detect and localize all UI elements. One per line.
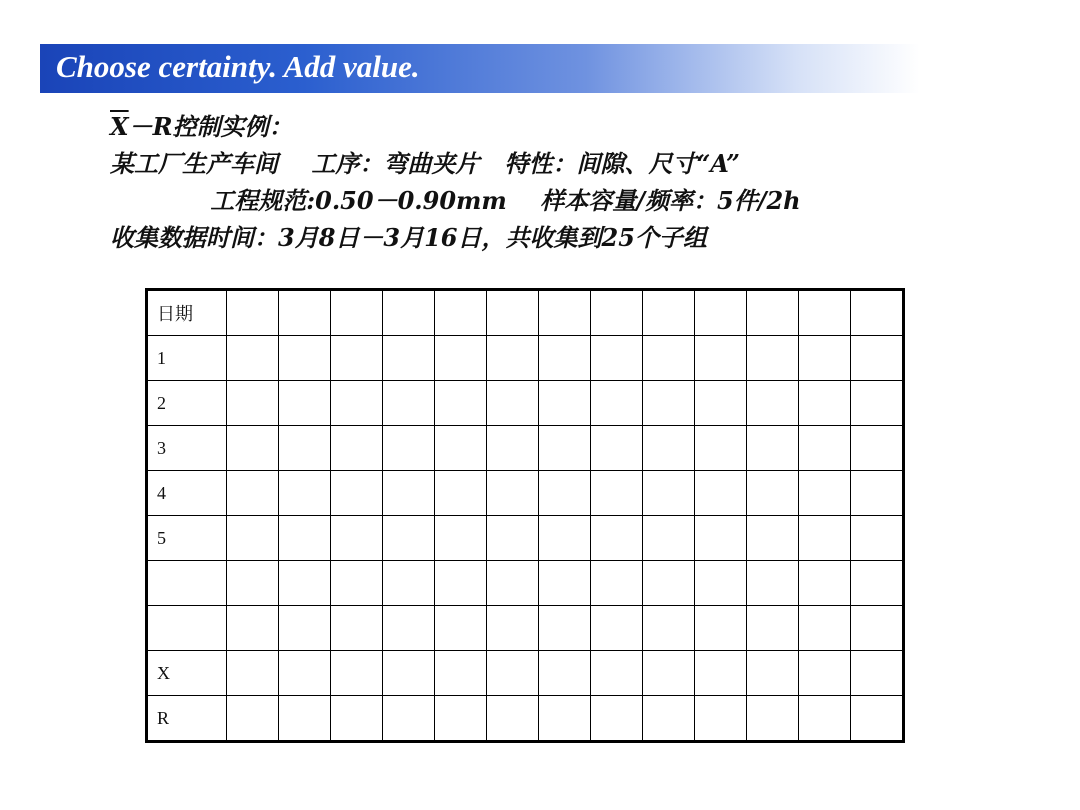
data-cell	[539, 381, 591, 426]
table-row	[147, 651, 904, 696]
data-cell	[643, 516, 695, 561]
data-cell	[591, 290, 643, 336]
data-cell	[279, 426, 331, 471]
data-cell	[695, 696, 747, 742]
row-label: X	[147, 651, 227, 696]
data-cell	[279, 471, 331, 516]
data-cell	[279, 606, 331, 651]
data-cell	[487, 426, 539, 471]
data-cell	[279, 381, 331, 426]
data-cell	[227, 471, 279, 516]
table-row	[147, 561, 904, 606]
data-cell	[799, 471, 851, 516]
data-cell	[383, 290, 435, 336]
heading-text: －R控制实例：	[128, 112, 293, 141]
row-label: 5	[147, 516, 227, 561]
row-label: 日期	[147, 290, 227, 336]
data-cell	[435, 516, 487, 561]
data-cell	[383, 561, 435, 606]
data-cell	[279, 516, 331, 561]
data-cell	[851, 290, 904, 336]
data-cell	[643, 696, 695, 742]
data-cell	[331, 290, 383, 336]
data-cell	[539, 290, 591, 336]
data-cell	[383, 696, 435, 742]
data-cell	[851, 336, 904, 381]
data-cell	[227, 336, 279, 381]
table-row	[147, 696, 904, 742]
table-row	[147, 426, 904, 471]
data-cell	[539, 561, 591, 606]
data-cell	[695, 516, 747, 561]
slide-title: Choose certainty. Add value.	[56, 49, 420, 84]
data-cell	[695, 336, 747, 381]
data-cell	[487, 336, 539, 381]
data-cell	[643, 290, 695, 336]
data-cell	[643, 561, 695, 606]
data-cell	[539, 426, 591, 471]
row-label: 3	[147, 426, 227, 471]
data-cell	[383, 471, 435, 516]
data-cell	[539, 696, 591, 742]
data-cell	[747, 381, 799, 426]
table-row	[147, 290, 904, 336]
data-cell	[227, 290, 279, 336]
data-cell	[435, 651, 487, 696]
row-label: 4	[147, 471, 227, 516]
data-cell	[435, 561, 487, 606]
data-cell	[279, 651, 331, 696]
data-cell	[435, 606, 487, 651]
data-cell	[747, 336, 799, 381]
data-cell	[435, 426, 487, 471]
row-label	[147, 606, 227, 651]
data-cell	[331, 561, 383, 606]
table-row	[147, 606, 904, 651]
chart-example-heading	[110, 108, 950, 145]
data-cell	[591, 336, 643, 381]
data-cell	[331, 516, 383, 561]
data-cell	[799, 561, 851, 606]
data-cell	[487, 516, 539, 561]
data-cell	[227, 561, 279, 606]
spec-sample-line: 工程规范:0.50－0.90mm 样本容量/频率：5件/2h	[110, 186, 801, 215]
title-banner	[40, 44, 920, 93]
data-cell	[279, 561, 331, 606]
data-cell	[279, 696, 331, 742]
data-cell	[695, 606, 747, 651]
data-cell	[591, 381, 643, 426]
data-cell	[487, 651, 539, 696]
workshop-process-line: 某工厂生产车间 工序：弯曲夹片 特性：间隙、尺寸“A”	[110, 149, 740, 178]
data-cell	[851, 516, 904, 561]
data-cell	[747, 561, 799, 606]
data-cell	[227, 426, 279, 471]
data-cell	[799, 516, 851, 561]
data-cell	[747, 696, 799, 742]
data-cell	[695, 651, 747, 696]
data-cell	[279, 336, 331, 381]
data-cell	[383, 606, 435, 651]
data-cell	[227, 381, 279, 426]
data-cell	[643, 471, 695, 516]
row-label: 2	[147, 381, 227, 426]
data-cell	[539, 471, 591, 516]
data-cell	[383, 336, 435, 381]
data-cell	[331, 381, 383, 426]
data-cell	[487, 606, 539, 651]
data-cell	[851, 561, 904, 606]
intro-text	[110, 108, 950, 256]
data-cell	[331, 651, 383, 696]
data-cell	[383, 381, 435, 426]
data-cell	[539, 516, 591, 561]
data-cell	[747, 471, 799, 516]
data-cell	[747, 651, 799, 696]
data-cell	[851, 381, 904, 426]
data-cell	[695, 561, 747, 606]
data-cell	[591, 426, 643, 471]
data-cell	[747, 426, 799, 471]
data-cell	[435, 336, 487, 381]
data-cell	[435, 290, 487, 336]
table-row	[147, 516, 904, 561]
data-collection-line: 收集数据时间：3月8日－3月16日，共收集到25个子组	[110, 223, 707, 252]
data-cell	[799, 651, 851, 696]
data-cell	[851, 651, 904, 696]
data-cell	[331, 471, 383, 516]
data-cell	[591, 696, 643, 742]
data-cell	[331, 336, 383, 381]
data-cell	[643, 381, 695, 426]
data-cell	[487, 471, 539, 516]
data-cell	[591, 606, 643, 651]
data-cell	[747, 290, 799, 336]
data-cell	[487, 696, 539, 742]
data-cell	[331, 606, 383, 651]
data-cell	[851, 606, 904, 651]
data-cell	[539, 606, 591, 651]
data-cell	[799, 426, 851, 471]
data-cell	[383, 651, 435, 696]
data-cell	[799, 606, 851, 651]
data-cell	[799, 336, 851, 381]
data-cell	[227, 606, 279, 651]
row-label: R	[147, 696, 227, 742]
data-cell	[435, 381, 487, 426]
data-cell	[591, 651, 643, 696]
data-cell	[227, 651, 279, 696]
data-cell	[331, 696, 383, 742]
data-sheet-table	[145, 288, 905, 743]
data-cell	[695, 426, 747, 471]
data-cell	[591, 561, 643, 606]
data-cell	[643, 336, 695, 381]
table-row	[147, 381, 904, 426]
data-cell	[539, 336, 591, 381]
row-label	[147, 561, 227, 606]
data-cell	[227, 696, 279, 742]
data-cell	[851, 426, 904, 471]
data-cell	[747, 516, 799, 561]
xbar-symbol: $\overline{X}$	[110, 112, 129, 141]
table-row	[147, 336, 904, 381]
data-cell	[487, 381, 539, 426]
data-cell	[383, 516, 435, 561]
data-cell	[643, 606, 695, 651]
data-cell	[799, 381, 851, 426]
data-cell	[695, 381, 747, 426]
data-cell	[591, 516, 643, 561]
data-cell	[747, 606, 799, 651]
data-cell	[487, 290, 539, 336]
data-cell	[331, 426, 383, 471]
data-cell	[435, 471, 487, 516]
data-cell	[227, 516, 279, 561]
data-cell	[591, 471, 643, 516]
data-cell	[487, 561, 539, 606]
data-cell	[435, 696, 487, 742]
data-cell	[643, 426, 695, 471]
row-label: 1	[147, 336, 227, 381]
data-cell	[695, 290, 747, 336]
data-cell	[279, 290, 331, 336]
data-cell	[851, 471, 904, 516]
data-cell	[799, 696, 851, 742]
table-row	[147, 471, 904, 516]
data-cell	[539, 651, 591, 696]
data-cell	[799, 290, 851, 336]
data-cell	[643, 651, 695, 696]
data-cell	[851, 696, 904, 742]
data-cell	[383, 426, 435, 471]
data-cell	[695, 471, 747, 516]
